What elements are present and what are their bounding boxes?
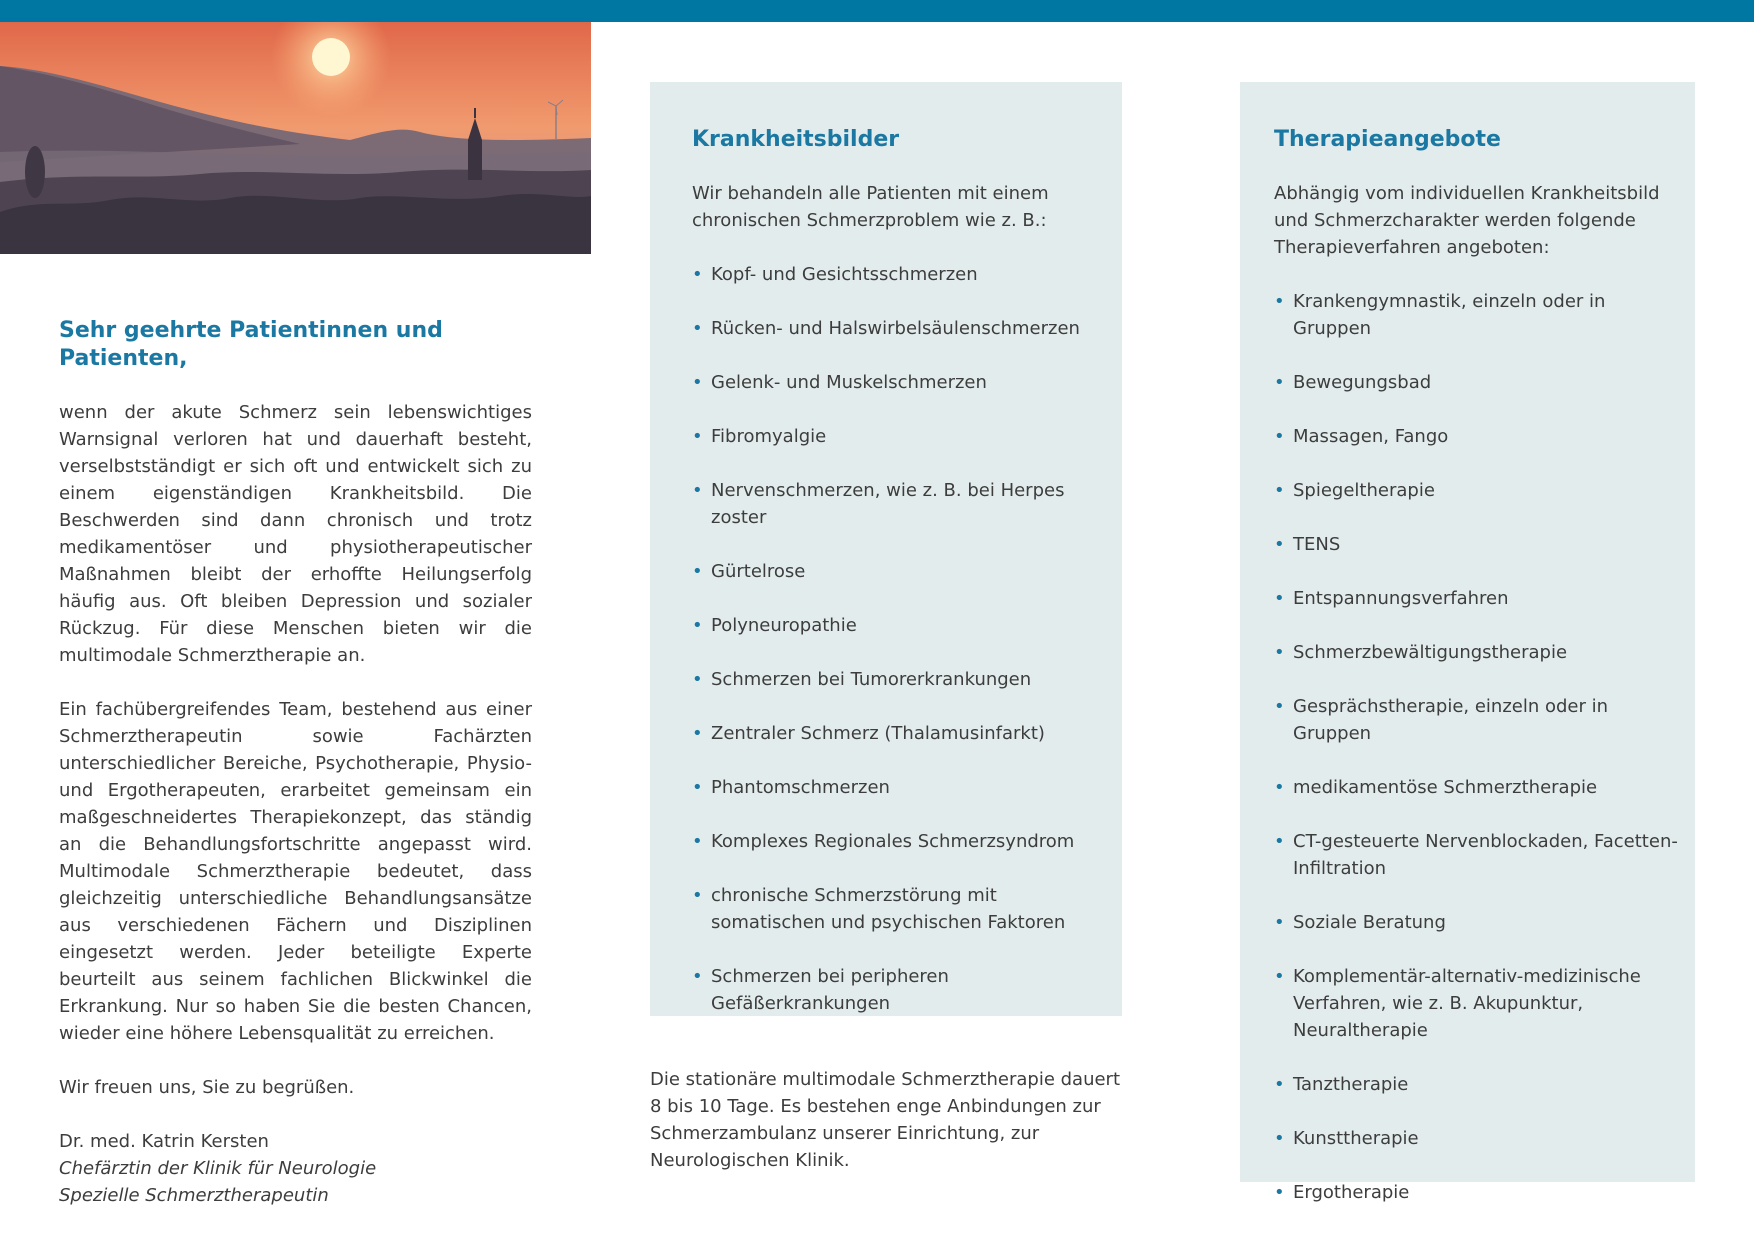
list-item-text: Gesprächstherapie, einzeln oder in Gruppen xyxy=(1293,696,1609,744)
list-item xyxy=(692,477,1100,531)
bullet-icon: • xyxy=(692,966,703,987)
list-item-text: Ergotherapie xyxy=(1293,1182,1410,1203)
list-item xyxy=(692,666,1100,693)
therapieangebote-list xyxy=(1274,288,1681,1206)
list-item xyxy=(1274,423,1681,450)
bullet-icon: • xyxy=(692,669,703,690)
bullet-icon: • xyxy=(1274,777,1285,798)
bullet-icon: • xyxy=(1274,696,1285,717)
signature-block xyxy=(59,1128,532,1209)
bullet-icon: • xyxy=(692,318,703,339)
duration-note: Die stationäre multimodale Schmerztherapie dauert 8 bis 10 Tage. Es bestehen enge Anbindungen zur Schmerzambulanz unserer Einrichtung, zur Neurologischen Klinik. xyxy=(650,1069,1121,1171)
list-item xyxy=(692,774,1100,801)
list-item xyxy=(1274,693,1681,747)
list-item xyxy=(1274,288,1681,342)
list-item-text: Zentraler Schmerz (Thalamusinfarkt) xyxy=(711,723,1045,744)
signature-name: Dr. med. Katrin Kersten xyxy=(59,1131,269,1152)
list-item-text: Schmerzen bei peripheren Gefäßerkrankungen xyxy=(711,966,949,1014)
bullet-icon: • xyxy=(1274,426,1285,447)
list-item-text: Fibromyalgie xyxy=(711,426,827,447)
bullet-icon: • xyxy=(692,831,703,852)
list-item-text: Komplexes Regionales Schmerzsyndrom xyxy=(711,831,1075,852)
list-item xyxy=(1274,963,1681,1044)
intro-paragraph: Wir freuen uns, Sie zu begrüßen. xyxy=(59,1077,355,1098)
krankheitsbilder-heading: Krankheitsbilder xyxy=(692,127,900,152)
list-item xyxy=(692,423,1100,450)
list-item xyxy=(692,369,1100,396)
signature-role: Chefärztin der Klinik für Neurologie xyxy=(59,1158,377,1179)
list-item-text: Entspannungsverfahren xyxy=(1293,588,1509,609)
bullet-icon: • xyxy=(1274,912,1285,933)
list-item-text: Kunsttherapie xyxy=(1293,1128,1419,1149)
bullet-icon: • xyxy=(1274,642,1285,663)
bullet-icon: • xyxy=(1274,831,1285,852)
list-item-text: Rücken- und Halswirbelsäulenschmerzen xyxy=(711,318,1080,339)
sunset-landscape-photo xyxy=(0,22,591,254)
list-item-text: Gürtelrose xyxy=(711,561,806,582)
bullet-icon: • xyxy=(692,264,703,285)
therapieangebote-heading: Therapieangebote xyxy=(1274,127,1501,152)
krankheitsbilder-list xyxy=(692,261,1100,1017)
list-item xyxy=(1274,477,1681,504)
list-item xyxy=(692,315,1100,342)
list-item-text: Massagen, Fango xyxy=(1293,426,1449,447)
bullet-icon: • xyxy=(692,885,703,906)
bullet-icon: • xyxy=(692,777,703,798)
list-item xyxy=(1274,774,1681,801)
krankheitsbilder-panel xyxy=(650,82,1122,1016)
list-item xyxy=(692,828,1100,855)
list-item xyxy=(1274,1179,1681,1206)
bullet-icon: • xyxy=(1274,966,1285,987)
bullet-icon: • xyxy=(1274,1074,1285,1095)
list-item-text: Schmerzbewältigungstherapie xyxy=(1293,642,1568,663)
intro-paragraph: wenn der akute Schmerz sein lebenswichtiges Warnsignal verloren hat und dauerhaft besteht, verselbstständigt er sich oft und entwickelt sich zu einem eigenständigen Krankheitsbild. Die Beschwerden sind dann chronisch und trotz medikamentöser und physiotherapeutischer Maßnahmen bleibt der erhoffte Heilungserfolg häufig aus. Oft bleiben Depression und sozialer Rückzug. Für diese Menschen bieten wir die multimodale Schmerztherapie an. xyxy=(59,402,532,666)
list-item-text: Polyneuropathie xyxy=(711,615,857,636)
list-item-text: Schmerzen bei Tumorerkrankungen xyxy=(711,669,1032,690)
list-item xyxy=(692,882,1100,936)
top-accent-bar xyxy=(0,0,1754,22)
list-item-text: Soziale Beratung xyxy=(1293,912,1446,933)
list-item xyxy=(1274,585,1681,612)
list-item-text: Spiegeltherapie xyxy=(1293,480,1435,501)
bullet-icon: • xyxy=(692,615,703,636)
bullet-icon: • xyxy=(692,426,703,447)
list-item-text: Bewegungsbad xyxy=(1293,372,1432,393)
list-item-text: chronische Schmerzstörung mit somatischen und psychischen Faktoren xyxy=(711,885,1066,933)
bullet-icon: • xyxy=(692,723,703,744)
list-item xyxy=(1274,531,1681,558)
list-item-text: Komplementär-alternativ-medizinische Verfahren, wie z. B. Akupunktur, Neuraltherapie xyxy=(1293,966,1641,1041)
list-item xyxy=(692,558,1100,585)
therapieangebote-intro: Abhängig vom individuellen Krankheitsbild und Schmerzcharakter werden folgende Therapieverfahren angeboten: xyxy=(1274,183,1660,258)
list-item-text: Krankengymnastik, einzeln oder in Gruppen xyxy=(1293,291,1606,339)
list-item-text: Nervenschmerzen, wie z. B. bei Herpes zoster xyxy=(711,480,1065,528)
list-item-text: Gelenk- und Muskelschmerzen xyxy=(711,372,987,393)
list-item xyxy=(1274,639,1681,666)
intro-paragraph: Ein fachübergreifendes Team, bestehend aus einer Schmerztherapeutin sowie Fachärzten unterschiedlicher Bereiche, Psychotherapie, Physio- und Ergotherapeuten, erarbeitet gemeinsam ein maßgeschneidertes Therapiekonzept, das ständig an die Behandlungsfortschritte angepasst wird. Multimodale Schmerztherapie bedeutet, dass gleichzeitig unterschiedliche Behandlungsansätze aus verschiedenen Fächern und Disziplinen eingesetzt werden. Jeder beteiligte Experte beurteilt aus seinem fachlichen Blickwinkel die Erkrankung. Nur so haben Sie die besten Chancen, wieder eine höhere Lebensqualität zu erreichen. xyxy=(59,699,532,1044)
bullet-icon: • xyxy=(1274,534,1285,555)
list-item-text: Kopf- und Gesichtsschmerzen xyxy=(711,264,978,285)
bullet-icon: • xyxy=(692,372,703,393)
list-item-text: CT-gesteuerte Nervenblockaden, Facetten-Infiltration xyxy=(1293,831,1678,879)
list-item xyxy=(1274,1071,1681,1098)
signature-role: Spezielle Schmerztherapeutin xyxy=(59,1185,329,1206)
list-item xyxy=(1274,1125,1681,1152)
list-item-text: Phantomschmerzen xyxy=(711,777,890,798)
list-item-text: medikamentöse Schmerztherapie xyxy=(1293,777,1598,798)
bullet-icon: • xyxy=(1274,1182,1285,1203)
list-item xyxy=(692,261,1100,288)
bullet-icon: • xyxy=(1274,588,1285,609)
bullet-icon: • xyxy=(1274,291,1285,312)
intro-heading: Sehr geehrte Patientinnen und Patienten, xyxy=(59,318,443,371)
bullet-icon: • xyxy=(692,480,703,501)
list-item xyxy=(692,612,1100,639)
intro-column xyxy=(59,317,532,1209)
bullet-icon: • xyxy=(1274,480,1285,501)
bullet-icon: • xyxy=(692,561,703,582)
list-item-text: Tanztherapie xyxy=(1293,1074,1409,1095)
therapieangebote-panel xyxy=(1240,82,1695,1203)
list-item xyxy=(1274,369,1681,396)
list-item xyxy=(692,720,1100,747)
bullet-icon: • xyxy=(1274,1128,1285,1149)
list-item xyxy=(1274,909,1681,936)
list-item xyxy=(1274,828,1681,882)
list-item-text: TENS xyxy=(1293,534,1341,555)
krankheitsbilder-intro: Wir behandeln alle Patienten mit einem chronischen Schmerzproblem wie z. B.: xyxy=(692,183,1049,231)
bullet-icon: • xyxy=(1274,372,1285,393)
list-item xyxy=(692,963,1100,1017)
